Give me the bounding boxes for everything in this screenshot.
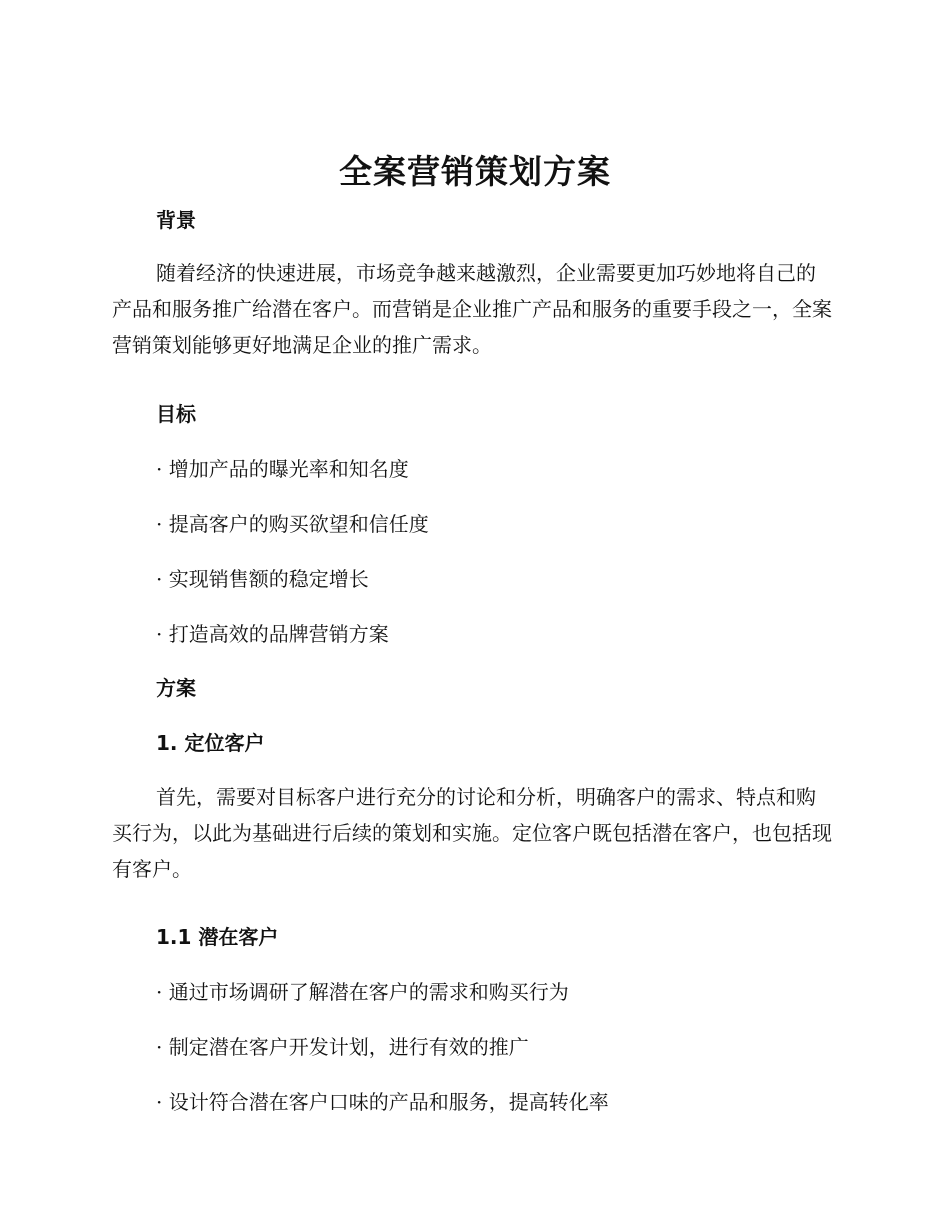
plan-1-1-item: · 制定潜在客户开发计划，进行有效的推广 (156, 1035, 529, 1059)
goal-item: · 打造高效的品牌营销方案 (156, 622, 389, 646)
goal-item: · 提高客户的购买欲望和信任度 (156, 512, 429, 536)
paragraph-background: 随着经济的快速进展，市场竞争越来越激烈，企业需要更加巧妙地将自己的产品和服务推广给潜在客户。而营销是企业推广产品和服务的重要手段之一，全案营销策划能够更好地满足企业的推广需求。 (112, 261, 832, 357)
heading-plan-1: 1. 定位客户 (156, 731, 265, 755)
goal-item: · 实现销售额的稳定增长 (156, 567, 369, 591)
heading-background: 背景 (156, 208, 196, 232)
document-title: 全案营销策划方案 (339, 152, 611, 191)
heading-plan: 方案 (156, 676, 196, 700)
paragraph-plan-1: 首先，需要对目标客户进行充分的讨论和分析，明确客户的需求、特点和购买行为，以此为基础进行后续的策划和实施。定位客户既包括潜在客户，也包括现有客户。 (112, 785, 832, 881)
heading-plan-1-1: 1.1 潜在客户 (156, 925, 279, 949)
plan-1-1-item: · 设计符合潜在客户口味的产品和服务，提高转化率 (156, 1090, 609, 1114)
plan-1-1-item: · 通过市场调研了解潜在客户的需求和购买行为 (156, 980, 569, 1004)
goal-item: · 增加产品的曝光率和知名度 (156, 457, 409, 481)
heading-goals: 目标 (156, 402, 196, 426)
